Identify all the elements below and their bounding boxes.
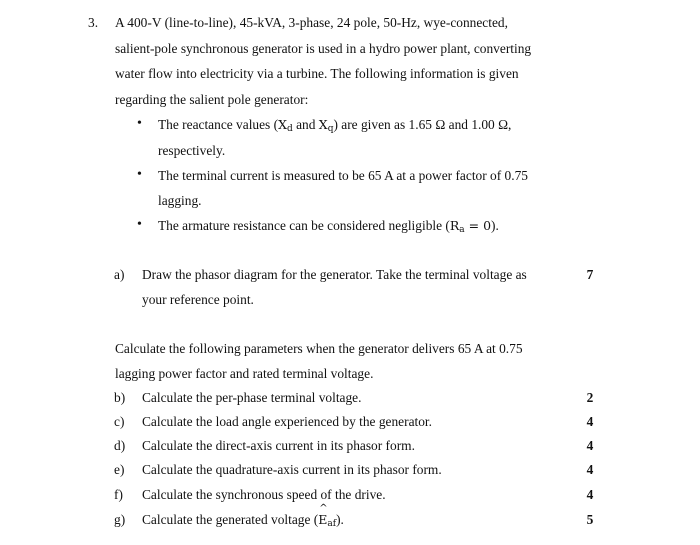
part-g-letter: g): [114, 512, 126, 527]
part-b-letter: b): [114, 390, 126, 405]
part-c-text: Calculate the load angle experienced by the generator.: [142, 414, 432, 429]
intro-line-1: A 400-V (line-to-line), 45-kVA, 3-phase, 24 pole, 50-Hz, wye-connected,: [115, 15, 508, 30]
part-a-line-1: Draw the phasor diagram for the generator. Take the terminal voltage as: [142, 267, 527, 282]
part-c-marks: 4: [586, 414, 594, 429]
bullet-reactance-line-1: [158, 117, 511, 133]
intro-line-4: regarding the salient pole generator:: [115, 92, 309, 107]
part-a-letter: a): [114, 267, 125, 282]
part-f-text: Calculate the synchronous speed of the drive.: [142, 487, 386, 502]
bullet-reactance-line-2: respectively.: [158, 143, 226, 158]
part-c-letter: c): [114, 414, 125, 429]
bullet-dot-icon: •: [137, 167, 142, 182]
part-g-text: [142, 512, 344, 528]
part-b-text: Calculate the per-phase terminal voltage.: [142, 390, 362, 405]
bullet-current-line-2: lagging.: [158, 193, 202, 208]
part-d-marks: 4: [586, 438, 594, 453]
part-f-letter: f): [114, 487, 123, 502]
bullet-dot-icon: •: [137, 217, 142, 232]
bullet-resistance-post: ).: [491, 218, 499, 233]
bullet-reactance-post: ) are given as 1.65 Ω and 1.00 Ω,: [333, 117, 512, 132]
bullet-resistance: [158, 218, 499, 234]
part-d-letter: d): [114, 438, 126, 453]
part-a-marks: 7: [586, 267, 594, 282]
eaf-symbol: ^ $E_{af}$: [318, 512, 336, 527]
xd-symbol: $X_d$: [278, 117, 293, 134]
part-g-text-post: ).: [336, 512, 344, 527]
part-b-marks: 2: [586, 390, 594, 405]
bullet-resistance-pre: The armature resistance can be considered negligible (: [158, 218, 450, 233]
bullet-reactance-and: and: [292, 117, 319, 132]
part-d-text: Calculate the direct-axis current in its phasor form.: [142, 438, 415, 453]
part-a-line-2: your reference point.: [142, 292, 254, 307]
part-f-marks: 4: [586, 487, 594, 502]
question-number: 3.: [88, 15, 99, 30]
intro-line-2: salient-pole synchronous generator is used in a hydro power plant, converting: [115, 41, 532, 56]
bullet-current-line-1: The terminal current is measured to be 65 A at a power factor of 0.75: [158, 168, 528, 183]
bullet-reactance-pre: The reactance values (: [158, 117, 279, 132]
part-e-marks: 4: [586, 462, 594, 477]
xq-symbol: $X_q$: [318, 117, 334, 134]
calc-intro-line-2: lagging power factor and rated terminal voltage.: [115, 366, 374, 381]
intro-line-3: water flow into electricity via a turbine. The following information is given: [115, 66, 519, 81]
bullet-dot-icon: •: [137, 116, 142, 131]
part-e-letter: e): [114, 462, 125, 477]
part-g-marks: 5: [586, 512, 594, 527]
calc-intro-line-1: Calculate the following parameters when the generator delivers 65 A at 0.75: [115, 341, 523, 356]
ra-symbol: $R_a = 0$: [449, 218, 492, 235]
part-e-text: Calculate the quadrature-axis current in its phasor form.: [142, 462, 442, 477]
part-g-text-pre: Calculate the generated voltage (: [142, 512, 319, 527]
